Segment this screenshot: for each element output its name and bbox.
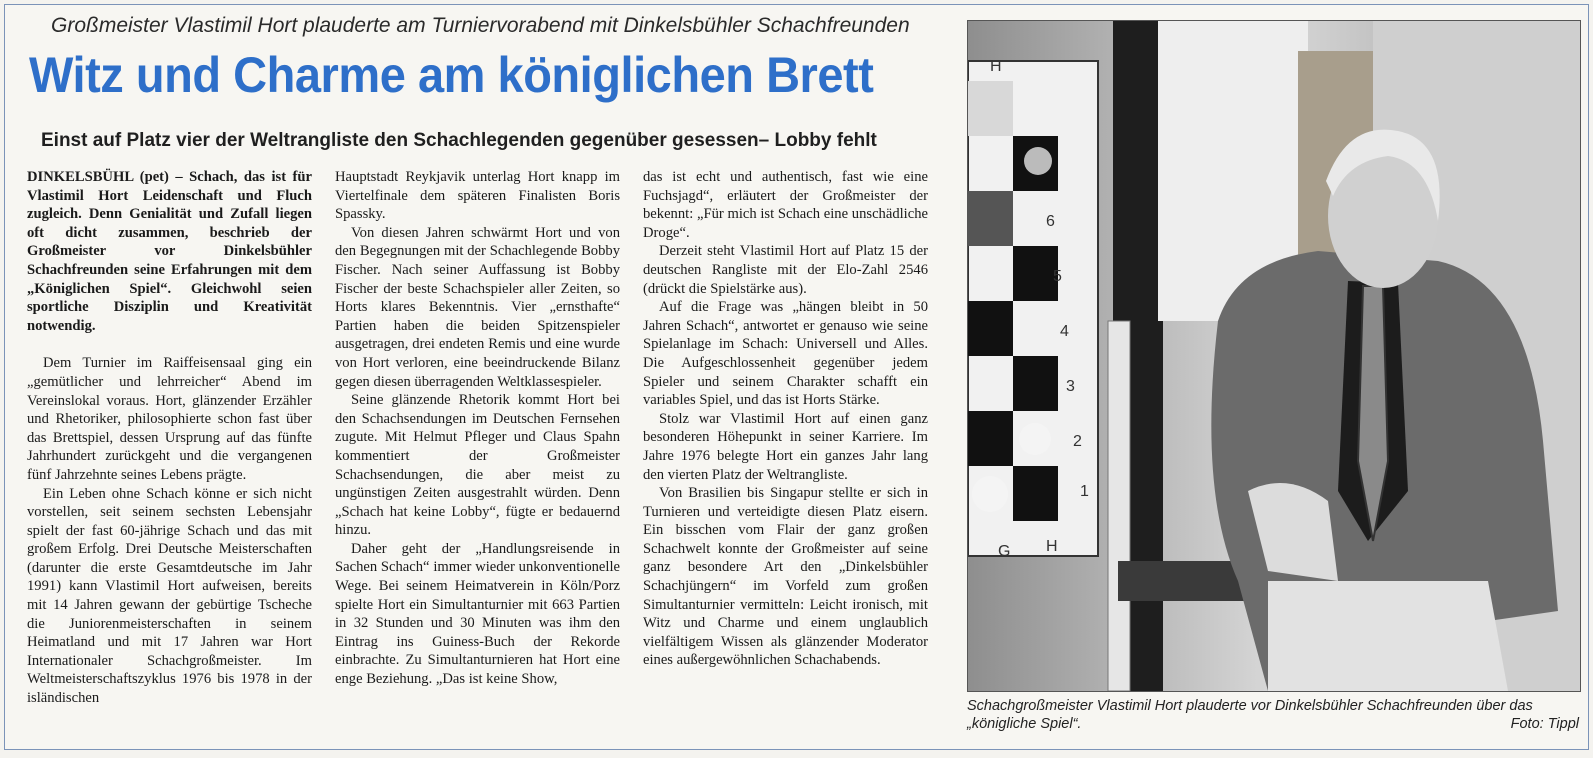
body-paragraph: Von Brasilien bis Singapur stellte er sich in Turnieren und verteidigte diesen Platz eisern. Ein bisschen vom Flair der ganz großen Schachwelt konnte der Großmeister auf seine ganz besondere Art den „Dinkelsbühler Schachjüngern“ im Vorfeld zum großen Simultanturnier vermitteln: Leicht ironisch, mit Witz und Charme und einem unglaublich vielfältigem Wissen als glänzender Moderator eines außergewöhnlichen Schachabends. xyxy=(643,485,928,669)
body-paragraph: Derzeit steht Vlastimil Hort auf Platz 15 der deutschen Rangliste mit der Elo-Zahl 2546 (drückt die Spielstärke aus). xyxy=(643,243,928,297)
white-pawn xyxy=(1019,423,1051,455)
body-paragraph: Stolz war Vlastimil Hort auf einen ganz besonderen Höhepunkt in seiner Karriere. Im Jahre 1976 belegte Hort ein ganzes Jahr lang den vierten Platz der Weltrangliste. xyxy=(643,410,928,483)
rank-label: 4 xyxy=(1060,323,1069,340)
body-paragraph: Seine glänzende Rhetorik kommt Hort bei den Schachsendungen im Deutschen Fernsehen zugute. Mit Helmut Pfleger und Claus Spahn kommentiert der Großmeister Schachsendungen, die aber meist zu ungünstigen Zeiten ausgestrahlt würden. Denn „Schach hat keine Lobby“, fügte er bedauernd hinzu. xyxy=(335,392,620,539)
file-label: H xyxy=(1046,538,1058,555)
photo-credit: Foto: Tippl xyxy=(1510,716,1579,732)
body-paragraph: Daher geht der „Handlungsreisende in Sachen Schach“ immer wieder unkonventionelle Wege. Bei seinem Heimatverein in Köln/Porz spielte Hort ein Simultanturnier mit 663 Partien in 32 Stunden und 30 Minuten was ihm den Eintrag ins Guiness-Buch der Rekorde einbrachte. Zu Simultanturnieren hat Hort eine enge Beziehung. „Das ist keine Show, xyxy=(335,540,620,688)
article-column-1 xyxy=(27,168,312,744)
chair-back xyxy=(1108,321,1130,691)
body-paragraph: Auf die Frage was „hängen bleibt in 50 Jahren Schach“, antwortet er genauso wie seine Spielanlage im Schach: Universell und Alles. Die Aufgeschlossenheit gegenüber jedem Spieler und seinem Charakter schafft ein variables Spiel, und das ist Horts Stärke. xyxy=(643,299,928,409)
newspaper-clipping xyxy=(4,4,1589,750)
body-paragraph: Hauptstadt Reykjavik unterlag Hort knapp im Viertelfinale dem späteren Finalisten Boris Spassky. xyxy=(335,169,620,223)
rank-label: 1 xyxy=(1080,483,1089,500)
article-column-2 xyxy=(335,168,620,744)
body-paragraph: Ein Leben ohne Schach könne er sich nicht vorstellen, seit seinem sechsten Lebensjahr spielt der fast 60-jährige Schach und das mit großem Erfolg. Drei Deutsche Meisterschaften (darunter die erste Gesamtdeutsche im Jahr 1991) kann Vlastimil Hort aufweisen, bereits mit 14 Jahren gewann der gebürtige Tscheche die Juniorenmeisterschaften in seinem Heimatland und mit 17 Jahren war Hort Internationaler Schachgroßmeister. Im Weltmeisterschaftszyklus 1976 bis 1978 in der isländischen xyxy=(27,485,312,707)
white-knight xyxy=(972,476,1008,512)
lead-paragraph: DINKELSBÜHL (pet) – Schach, das ist für Vlastimil Hort Leidenschaft und Fluch zugleich. Denn Genialität und Zufall liegen oft dicht zusammen, beschrieb der Großmeister vor Dinkelsbühler Schachfreunden seine Erfahrungen mit dem „Königlichen Spiel“. Gleichwohl seien sportliche Disziplin und Kreativität notwendig. xyxy=(27,169,312,334)
rank-label: 3 xyxy=(1066,378,1075,395)
photo-caption xyxy=(967,697,1579,733)
caption-text: Schachgroßmeister Vlastimil Hort plauderte vor Dinkelsbühler Schachfreunden über das „königliche Spiel“. xyxy=(967,698,1533,732)
photo-illustration xyxy=(968,21,1580,691)
rank-label: 6 xyxy=(1046,213,1055,230)
board-top-label: H xyxy=(990,58,1002,75)
body-paragraph: Von diesen Jahren schwärmt Hort und von den Begegnungen mit der Schachlegende Bobby Fischer. Nach seiner Auffassung ist Bobby Fischer der beste Schachspieler aller Zeiten, so Horts klares Bekenntnis. Vier „ernsthafte“ Partien haben die beiden Spitzenspieler ausgetragen, drei endeten Remis und eine wurde von Hort verloren, eine beeindruckende Bilanz gegen diesen überragenden Weltklassespieler. xyxy=(335,224,620,390)
demo-chessboard xyxy=(968,61,1098,556)
body-paragraph: das ist echt und authentisch, fast wie eine Fuchsjagd“, erläutert der Großmeister der bekennt: „Für mich ist Schach eine unschädliche Droge“. xyxy=(643,169,928,241)
subheadline: Einst auf Platz vier der Weltrangliste den Schachlegenden gegenüber gesessen– Lobby fehlt xyxy=(41,130,877,151)
file-label: G xyxy=(998,543,1011,560)
article-photo xyxy=(967,20,1581,692)
headline: Witz und Charme am königlichen Brett xyxy=(29,47,874,103)
kicker-line: Großmeister Vlastimil Hort plauderte am Turniervorabend mit Dinkelsbühler Schachfreunden xyxy=(51,14,910,37)
rank-label: 5 xyxy=(1053,268,1062,285)
rank-label: 2 xyxy=(1073,433,1082,450)
body-paragraph: Dem Turnier im Raiffeisensaal ging ein „gemütlicher und lehrreicher“ Abend im Vereinslokal voraus. Hort, glänzender Erzähler und Rhetoriker, philosophierte schon fast über das Brettspiel, dessen Ursprung auf das fünfte Jahrhundert zurückgeht und die vergangenen fünf Jahrzehnte seines Lebens prägte. xyxy=(27,355,312,483)
grey-pawn xyxy=(1024,147,1052,175)
trousers xyxy=(1268,581,1508,691)
article-column-3 xyxy=(643,168,928,744)
